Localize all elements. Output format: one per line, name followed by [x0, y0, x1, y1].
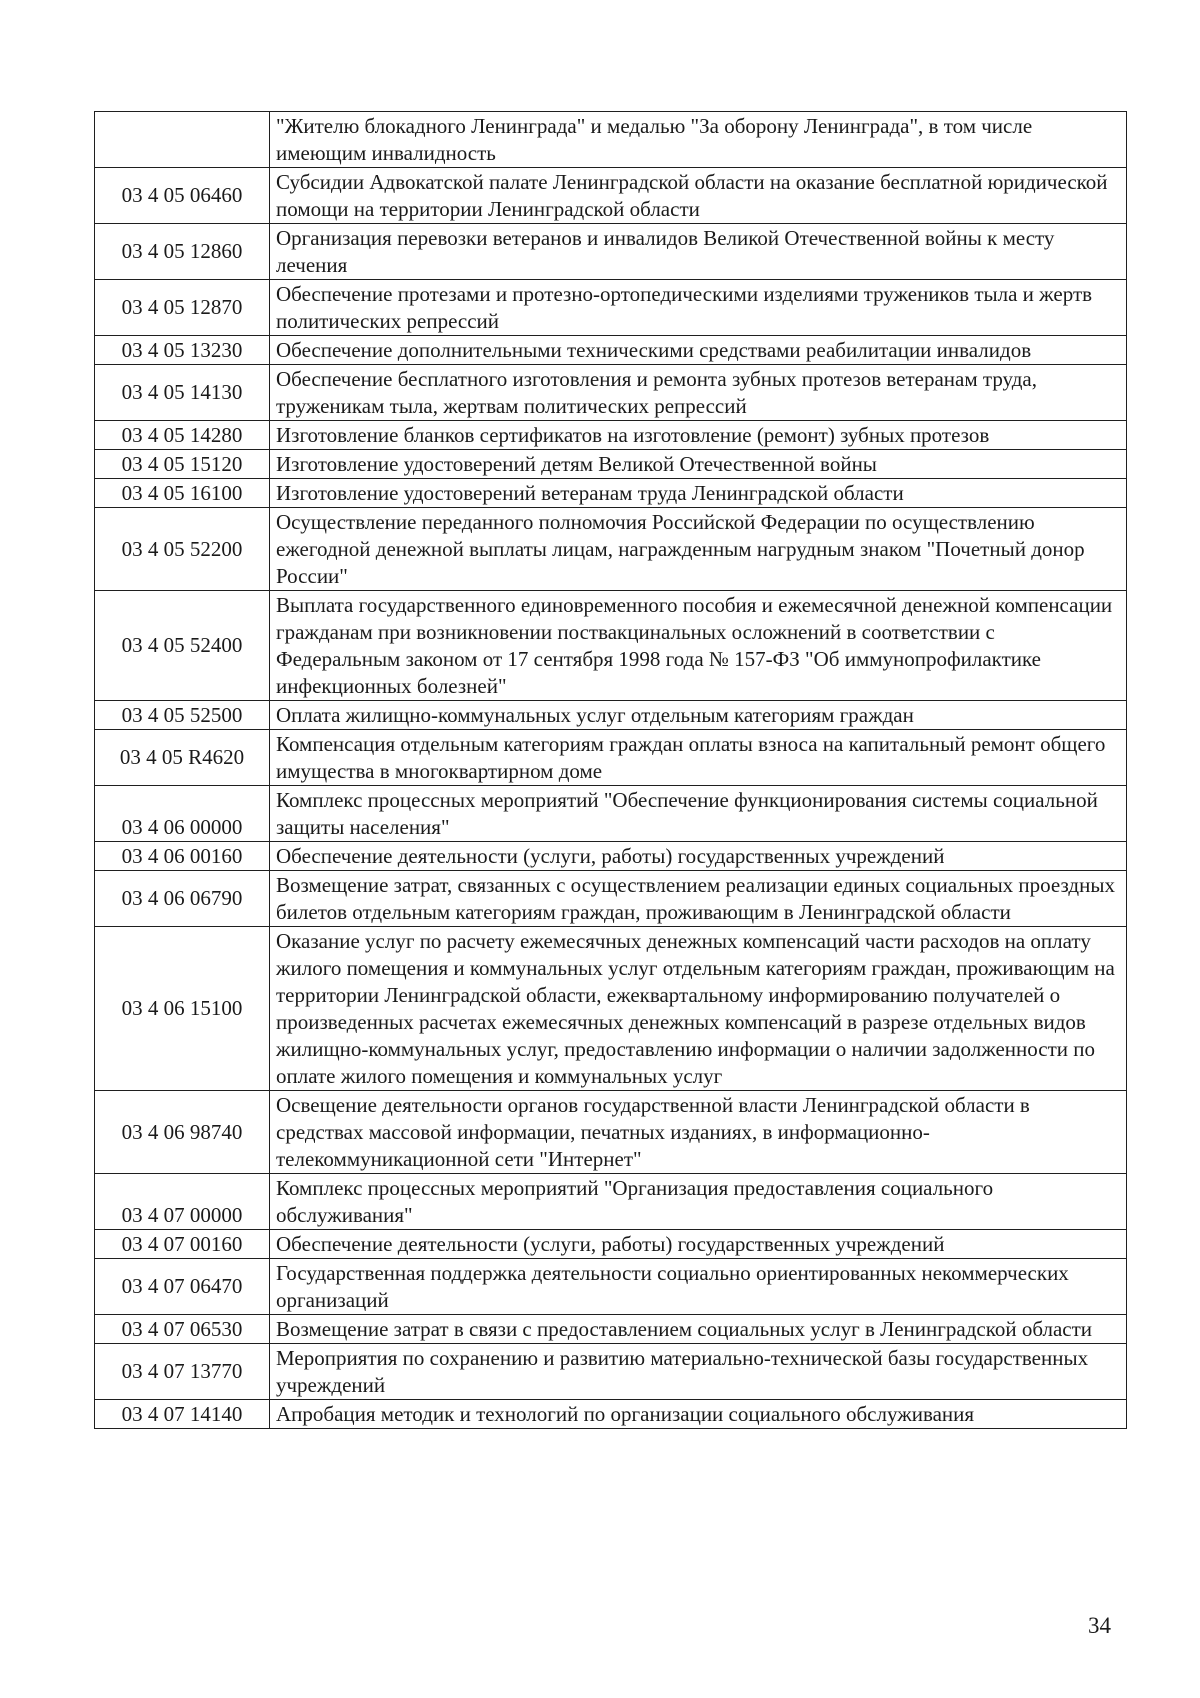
- row-code-cell: 03 4 06 00160: [95, 842, 270, 871]
- table-row: [95, 1230, 1127, 1259]
- row-description-cell: Обеспечение бесплатного изготовления и ремонта зубных протезов ветеранам труда, труженикам тыла, жертвам политических репрессий: [270, 365, 1127, 421]
- table-row: [95, 730, 1127, 786]
- row-description-cell: Изготовление удостоверений детям Великой Отечественной войны: [270, 450, 1127, 479]
- table-row: [95, 786, 1127, 842]
- table-row: [95, 927, 1127, 1091]
- row-code-cell: 03 4 07 00000: [95, 1174, 270, 1230]
- row-description-cell: Возмещение затрат в связи с предоставлением социальных услуг в Ленинградской области: [270, 1315, 1127, 1344]
- table-row: [95, 280, 1127, 336]
- table-row: [95, 1091, 1127, 1174]
- row-description-cell: Обеспечение протезами и протезно-ортопедическими изделиями тружеников тыла и жертв политических репрессий: [270, 280, 1127, 336]
- row-code-cell: 03 4 05 13230: [95, 336, 270, 365]
- table-row: [95, 112, 1127, 168]
- table-row: [95, 336, 1127, 365]
- row-description-cell: Выплата государственного единовременного пособия и ежемесячной денежной компенсации гражданам при возникновении поствакцинальных осложнений в соответствии с Федеральным законом от 17 сентября 1998 года № 157-ФЗ "Об иммунопрофилактике инфекционных болезней": [270, 591, 1127, 701]
- row-description-cell: Обеспечение дополнительными техническими средствами реабилитации инвалидов: [270, 336, 1127, 365]
- row-code-cell: 03 4 07 06530: [95, 1315, 270, 1344]
- row-description-cell: Возмещение затрат, связанных с осуществлением реализации единых социальных проездных билетов отдельным категориям граждан, проживающим в Ленинградской области: [270, 871, 1127, 927]
- budget-code-table: [94, 111, 1127, 1429]
- row-description-cell: Осуществление переданного полномочия Российской Федерации по осуществлению ежегодной денежной выплаты лицам, награжденным нагрудным знаком "Почетный донор России": [270, 508, 1127, 591]
- table-row: [95, 701, 1127, 730]
- table-row: [95, 591, 1127, 701]
- table-row: [95, 1259, 1127, 1315]
- row-code-cell: 03 4 07 14140: [95, 1400, 270, 1429]
- row-code-cell: 03 4 06 15100: [95, 927, 270, 1091]
- row-code-cell: 03 4 05 12860: [95, 224, 270, 280]
- table-row: [95, 479, 1127, 508]
- row-description-cell: Оказание услуг по расчету ежемесячных денежных компенсаций части расходов на оплату жилого помещения и коммунальных услуг отдельным категориям граждан, проживающим на территории Ленинградской области, ежеквартальному информированию получателей о произведенных расчетах ежемесячных денежных компенсаций в разрезе отдельных видов жилищно-коммунальных услуг, предоставлению информации о наличии задолженности по оплате жилого помещения и коммунальных услуг: [270, 927, 1127, 1091]
- row-description-cell: Государственная поддержка деятельности социально ориентированных некоммерческих организаций: [270, 1259, 1127, 1315]
- row-description-cell: Комплекс процессных мероприятий "Обеспечение функционирования системы социальной защиты населения": [270, 786, 1127, 842]
- table-row: [95, 842, 1127, 871]
- row-code-cell: 03 4 05 52500: [95, 701, 270, 730]
- table-row: [95, 871, 1127, 927]
- row-description-cell: Изготовление удостоверений ветеранам труда Ленинградской области: [270, 479, 1127, 508]
- row-description-cell: "Жителю блокадного Ленинграда" и медалью "За оборону Ленинграда", в том числе имеющим инвалидность: [270, 112, 1127, 168]
- table-row: [95, 224, 1127, 280]
- row-description-cell: Оплата жилищно-коммунальных услуг отдельным категориям граждан: [270, 701, 1127, 730]
- table-row: [95, 1400, 1127, 1429]
- table-body: [95, 112, 1127, 1429]
- row-code-cell: 03 4 05 52200: [95, 508, 270, 591]
- row-code-cell: [95, 112, 270, 168]
- table-row: [95, 421, 1127, 450]
- row-code-cell: 03 4 05 R4620: [95, 730, 270, 786]
- page-number: 34: [1088, 1613, 1111, 1638]
- table-row: [95, 450, 1127, 479]
- row-code-cell: 03 4 05 52400: [95, 591, 270, 701]
- row-description-cell: Обеспечение деятельности (услуги, работы) государственных учреждений: [270, 1230, 1127, 1259]
- row-description-cell: Апробация методик и технологий по организации социального обслуживания: [270, 1400, 1127, 1429]
- row-code-cell: 03 4 05 06460: [95, 168, 270, 224]
- row-code-cell: 03 4 07 13770: [95, 1344, 270, 1400]
- row-code-cell: 03 4 07 06470: [95, 1259, 270, 1315]
- table-row: [95, 1174, 1127, 1230]
- table-row: [95, 168, 1127, 224]
- row-code-cell: 03 4 05 15120: [95, 450, 270, 479]
- row-code-cell: 03 4 05 16100: [95, 479, 270, 508]
- row-code-cell: 03 4 06 06790: [95, 871, 270, 927]
- row-code-cell: 03 4 05 12870: [95, 280, 270, 336]
- row-description-cell: Компенсация отдельным категориям граждан оплаты взноса на капитальный ремонт общего имущества в многоквартирном доме: [270, 730, 1127, 786]
- row-code-cell: 03 4 06 98740: [95, 1091, 270, 1174]
- row-description-cell: Субсидии Адвокатской палате Ленинградской области на оказание бесплатной юридической помощи на территории Ленинградской области: [270, 168, 1127, 224]
- row-code-cell: 03 4 05 14280: [95, 421, 270, 450]
- row-description-cell: Организация перевозки ветеранов и инвалидов Великой Отечественной войны к месту лечения: [270, 224, 1127, 280]
- row-description-cell: Изготовление бланков сертификатов на изготовление (ремонт) зубных протезов: [270, 421, 1127, 450]
- table-row: [95, 365, 1127, 421]
- row-description-cell: Обеспечение деятельности (услуги, работы) государственных учреждений: [270, 842, 1127, 871]
- table-row: [95, 1344, 1127, 1400]
- row-description-cell: Освещение деятельности органов государственной власти Ленинградской области в средствах массовой информации, печатных изданиях, в информационно-телекоммуникационной сети "Интернет": [270, 1091, 1127, 1174]
- row-code-cell: 03 4 05 14130: [95, 365, 270, 421]
- row-code-cell: 03 4 07 00160: [95, 1230, 270, 1259]
- row-description-cell: Комплекс процессных мероприятий "Организация предоставления социального обслуживания": [270, 1174, 1127, 1230]
- row-code-cell: 03 4 06 00000: [95, 786, 270, 842]
- table-row: [95, 508, 1127, 591]
- row-description-cell: Мероприятия по сохранению и развитию материально-технической базы государственных учреждений: [270, 1344, 1127, 1400]
- table-row: [95, 1315, 1127, 1344]
